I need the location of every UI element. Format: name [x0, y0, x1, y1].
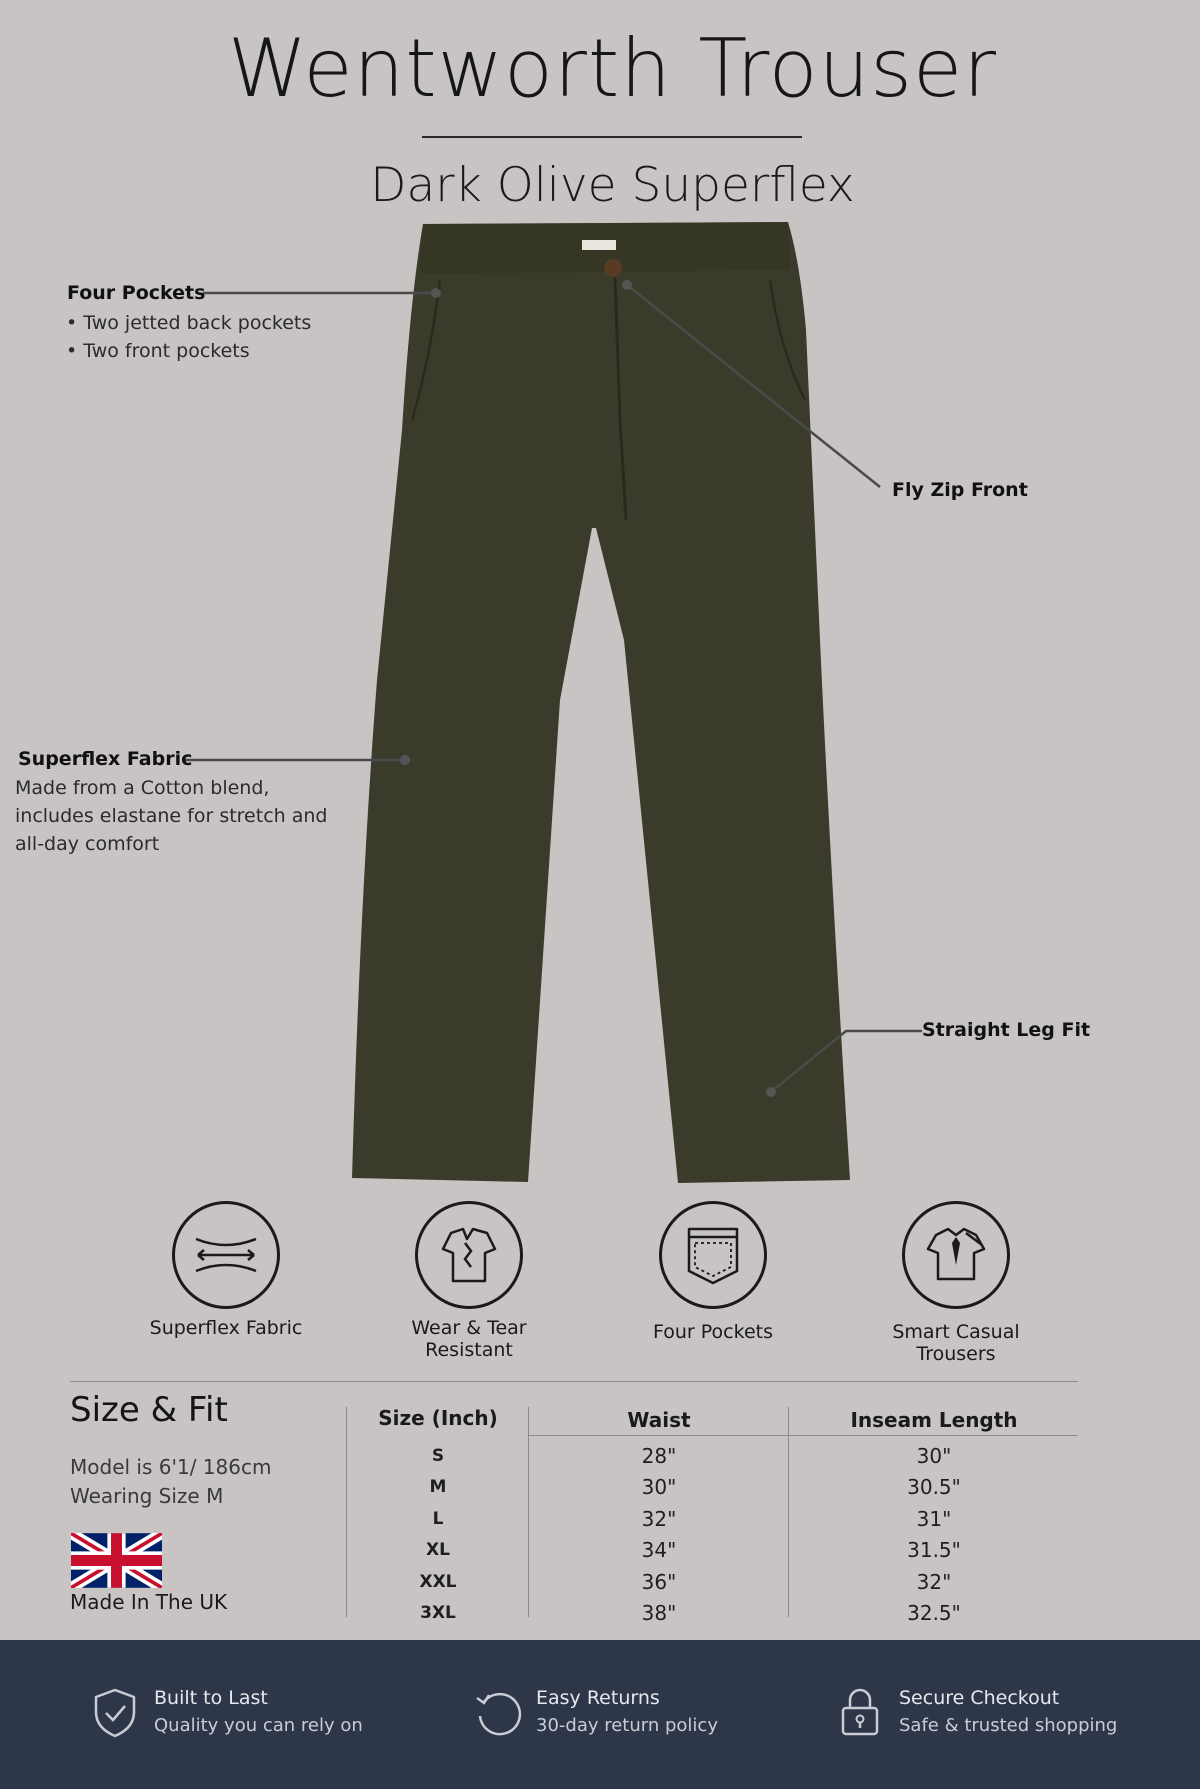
cell-size: 3XL: [420, 1603, 456, 1624]
model-size: Wearing Size M: [70, 1484, 224, 1508]
callout-bullet: • Two jetted back pockets: [66, 312, 312, 334]
torn-shirt-icon: [415, 1201, 523, 1309]
callout-line: includes elastane for stretch and: [15, 805, 328, 827]
feature-label: [374, 1317, 564, 1361]
feature-label: [861, 1321, 1051, 1365]
callout-straight-leg-title: Straight Leg Fit: [922, 1019, 1091, 1041]
footer-item-subtitle: 30-day return policy: [536, 1715, 718, 1736]
feature-label-line: Wear & Tear: [411, 1317, 527, 1339]
model-height: Model is 6'1/ 186cm: [70, 1455, 272, 1479]
callout-bullet: • Two front pockets: [66, 340, 250, 362]
pocket-icon: [659, 1201, 767, 1309]
feature-smart-casual: [861, 1201, 1051, 1365]
size-fit-title: Size & Fit: [70, 1390, 228, 1430]
padlock-icon: [835, 1684, 885, 1740]
cell-inseam: 31.5": [907, 1538, 961, 1563]
cell-waist: 38": [641, 1601, 677, 1626]
footer-item-secure-checkout: [835, 1684, 1117, 1740]
cell-inseam: 32.5": [907, 1601, 961, 1626]
table-header-rule: [528, 1435, 1078, 1436]
table-row: [348, 1440, 1078, 1472]
table-rule: [346, 1407, 347, 1617]
size-fit-divider: [70, 1381, 1078, 1382]
feature-label-line: Trousers: [916, 1343, 996, 1365]
cell-waist: 30": [641, 1475, 677, 1500]
cell-inseam: 32": [916, 1569, 952, 1594]
cell-size: L: [432, 1508, 444, 1529]
table-row: [348, 1598, 1078, 1630]
cell-inseam: 31": [916, 1506, 952, 1531]
feature-four-pockets: [618, 1201, 808, 1343]
shirt-tie-icon: [902, 1201, 1010, 1309]
cell-waist: 36": [641, 1569, 677, 1594]
footer-item-subtitle: Quality you can rely on: [154, 1715, 363, 1736]
footer-item-built-to-last: [90, 1684, 363, 1740]
shield-check-icon: [90, 1684, 140, 1740]
cell-waist: 32": [641, 1506, 677, 1531]
footer-item-subtitle: Safe & trusted shopping: [899, 1715, 1118, 1736]
feature-wear-tear: [374, 1201, 564, 1361]
cell-waist: 34": [641, 1538, 677, 1563]
cell-size: S: [431, 1445, 445, 1466]
made-in-uk-label: Made In The UK: [70, 1590, 228, 1614]
product-title: Wentworth Trouser: [227, 22, 998, 115]
callout-superflex-text: [15, 774, 327, 858]
size-table: [348, 1440, 1078, 1629]
callout-four-pockets-title: Four Pockets: [67, 282, 206, 304]
trust-footer: [0, 1640, 1200, 1789]
footer-item-title: Built to Last: [154, 1687, 268, 1709]
table-row: [348, 1472, 1078, 1504]
cell-size: XL: [426, 1540, 450, 1561]
model-info: [70, 1453, 271, 1511]
callout-four-pockets-list: [66, 309, 311, 365]
callout-superflex-title: Superflex Fabric: [18, 748, 193, 770]
column-header-size: Size (Inch): [378, 1406, 498, 1430]
feature-superflex: [131, 1201, 321, 1339]
cell-waist: 28": [641, 1443, 677, 1468]
table-row: [348, 1535, 1078, 1567]
footer-item-title: Easy Returns: [536, 1687, 660, 1709]
product-subtitle: Dark Olive Superflex: [370, 158, 855, 213]
stretch-arrows-icon: [172, 1201, 280, 1309]
feature-label: Four Pockets: [653, 1321, 773, 1343]
footer-item-easy-returns: [472, 1684, 718, 1740]
footer-item-title: Secure Checkout: [899, 1687, 1060, 1709]
feature-label-line: Resistant: [425, 1339, 513, 1361]
uk-flag-icon: [71, 1533, 162, 1588]
callout-line: Made from a Cotton blend,: [15, 777, 270, 799]
column-header-inseam: Inseam Length: [850, 1408, 1018, 1432]
table-row: [348, 1566, 1078, 1598]
cell-inseam: 30.5": [907, 1475, 961, 1500]
callout-line: all-day comfort: [15, 833, 160, 855]
cell-inseam: 30": [916, 1443, 952, 1468]
table-row: [348, 1503, 1078, 1535]
column-header-waist: Waist: [627, 1408, 691, 1432]
callout-fly-zip-title: Fly Zip Front: [892, 479, 1028, 501]
feature-label: Superflex Fabric: [149, 1317, 303, 1339]
cell-size: M: [429, 1477, 447, 1498]
cell-size: XXL: [419, 1571, 457, 1592]
return-arrow-icon: [472, 1684, 522, 1740]
feature-label-line: Smart Casual: [892, 1321, 1020, 1343]
